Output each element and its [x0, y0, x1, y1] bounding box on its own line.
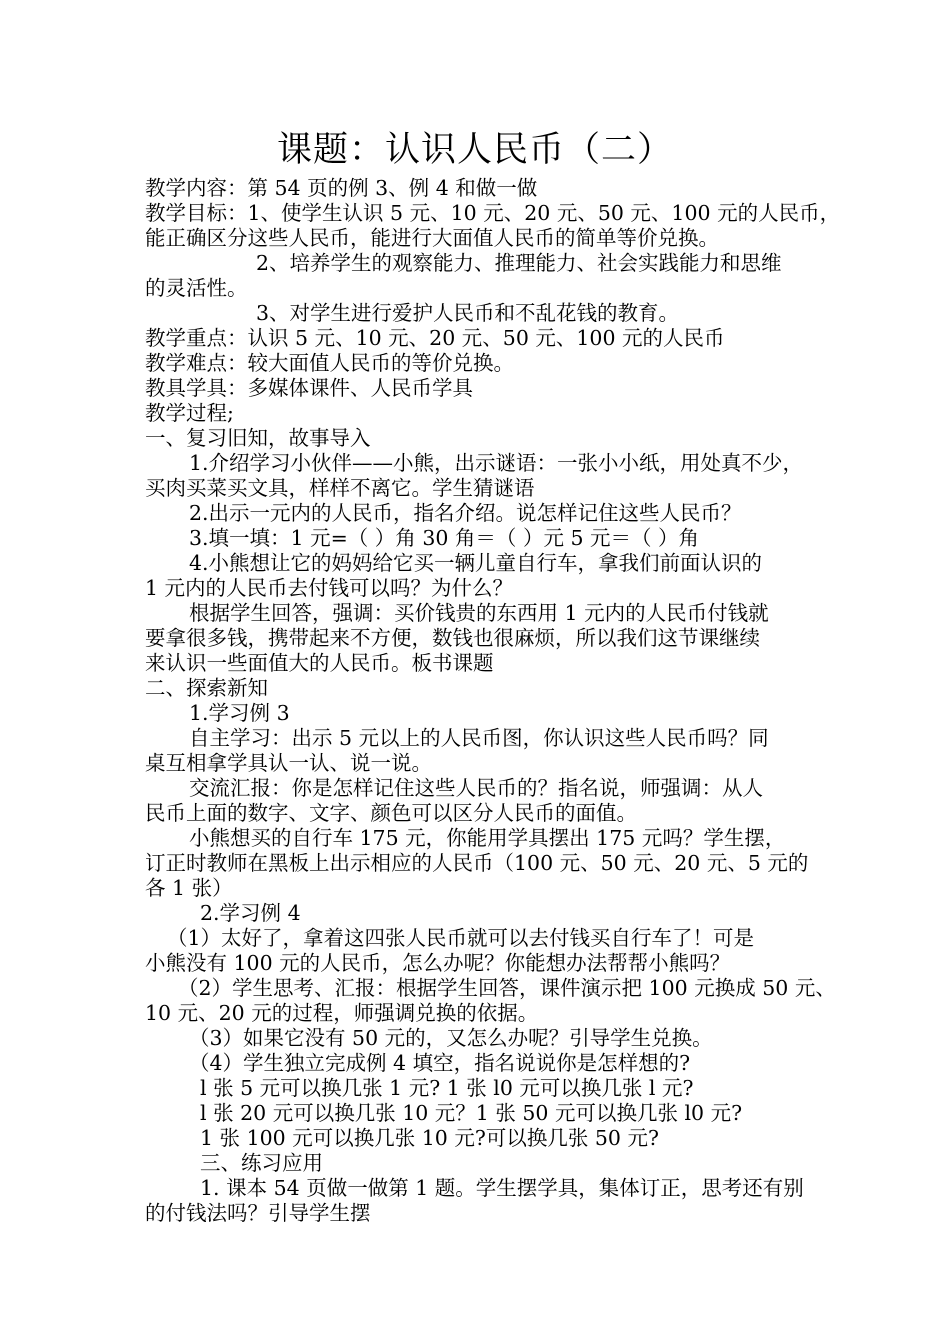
paragraph-line: 3.填一填：1 元=（ ）角 30 角＝（ ）元 5 元＝（ ）角 [189, 526, 700, 550]
paragraph-line: 订正时教师在黑板上出示相应的人民币（100 元、50 元、20 元、5 元的 [145, 851, 809, 875]
paragraph-line: 根据学生回答，强调：买价钱贵的东西用 1 元内的人民币付钱就 [189, 601, 769, 625]
paragraph-line: 各 1 张） [145, 876, 233, 900]
exchange-question: 1 张 100 元可以换几张 10 元?可以换几张 50 元? [200, 1126, 659, 1150]
teaching-goal-2-cont: 的灵活性。 [145, 276, 248, 300]
subsection-heading: 1.学习例 3 [189, 701, 290, 725]
exchange-question: l 张 5 元可以换几张 1 元? 1 张 l0 元可以换几张 l 元? [200, 1076, 694, 1100]
paragraph-line: 4.小熊想让它的妈妈给它买一辆儿童自行车，拿我们前面认识的 [189, 551, 763, 575]
exchange-question: l 张 20 元可以换几张 10 元？1 张 50 元可以换几张 l0 元? [200, 1101, 743, 1125]
teaching-goal-3: 3、对学生进行爱护人民币和不乱花钱的教育。 [256, 301, 680, 325]
teaching-goal-1-cont: 能正确区分这些人民币，能进行大面值人民币的简单等价兑换。 [145, 226, 719, 250]
paragraph-line: 1. 课本 54 页做一做第 1 题。学生摆学具，集体订正，思考还有别 [200, 1176, 804, 1200]
paragraph-line: 1.介绍学习小伙伴——小熊，出示谜语：一张小小纸，用处真不少， [189, 451, 804, 475]
paragraph-line: 民币上面的数字、文字、颜色可以区分人民币的面值。 [145, 801, 637, 825]
paragraph-line: 来认识一些面值大的人民币。板书课题 [145, 651, 494, 675]
subsection-heading: 2.学习例 4 [200, 901, 301, 925]
paragraph-line: 的付钱法吗？引导学生摆 [145, 1201, 371, 1225]
section-heading-2: 二、探索新知 [145, 676, 268, 700]
paragraph-line: （4）学生独立完成例 4 填空，指名说说你是怎样想的? [189, 1051, 691, 1075]
teaching-focus: 教学重点：认识 5 元、10 元、20 元、50 元、100 元的人民币 [145, 326, 725, 350]
paragraph-line: 桌互相拿学具认一认、说一说。 [145, 751, 432, 775]
paragraph-line: 交流汇报：你是怎样记住这些人民币的？指名说，师强调：从人 [189, 776, 763, 800]
paragraph-line: 1 元内的人民币去付钱可以吗？为什么？ [145, 576, 514, 600]
teaching-process: 教学过程; [145, 401, 234, 425]
page-title: 课题：认识人民币（二） [276, 130, 673, 170]
section-heading-1: 一、复习旧知，故事导入 [145, 426, 371, 450]
paragraph-line: （2）学生思考、汇报：根据学生回答，课件演示把 100 元换成 50 元、 [178, 976, 836, 1000]
paragraph-line: 买肉买菜买文具，样样不离它。学生猜谜语 [145, 476, 535, 500]
teaching-goal-1: 教学目标：1、使学生认识 5 元、10 元、20 元、50 元、100 元的人民币， [145, 201, 841, 225]
paragraph-line: （1）太好了，拿着这四张人民币就可以去付钱买自行车了！可是 [167, 926, 755, 950]
teaching-goal-2: 2、培养学生的观察能力、推理能力、社会实践能力和思维 [256, 251, 782, 275]
teaching-content: 教学内容：第 54 页的例 3、例 4 和做一做 [145, 176, 538, 200]
teaching-aids: 教具学具：多媒体课件、人民币学具 [145, 376, 473, 400]
section-heading-3: 三、练习应用 [200, 1151, 323, 1175]
paragraph-line: 自主学习：出示 5 元以上的人民币图，你认识这些人民币吗？同 [189, 726, 769, 750]
paragraph-line: 2.出示一元内的人民币，指名介绍。说怎样记住这些人民币？ [189, 501, 742, 525]
paragraph-line: 小熊想买的自行车 175 元，你能用学具摆出 175 元吗？学生摆， [189, 826, 786, 850]
paragraph-line: 要拿很多钱，携带起来不方便，数钱也很麻烦，所以我们这节课继续 [145, 626, 760, 650]
paragraph-line: 10 元、20 元的过程，师强调兑换的依据。 [145, 1001, 539, 1025]
paragraph-line: 小熊没有 100 元的人民币，怎么办呢？你能想办法帮帮小熊吗？ [145, 951, 731, 975]
paragraph-line: （3）如果它没有 50 元的，又怎么办呢？引导学生兑换。 [189, 1026, 713, 1050]
teaching-difficulty: 教学难点：较大面值人民币的等价兑换。 [145, 351, 514, 375]
